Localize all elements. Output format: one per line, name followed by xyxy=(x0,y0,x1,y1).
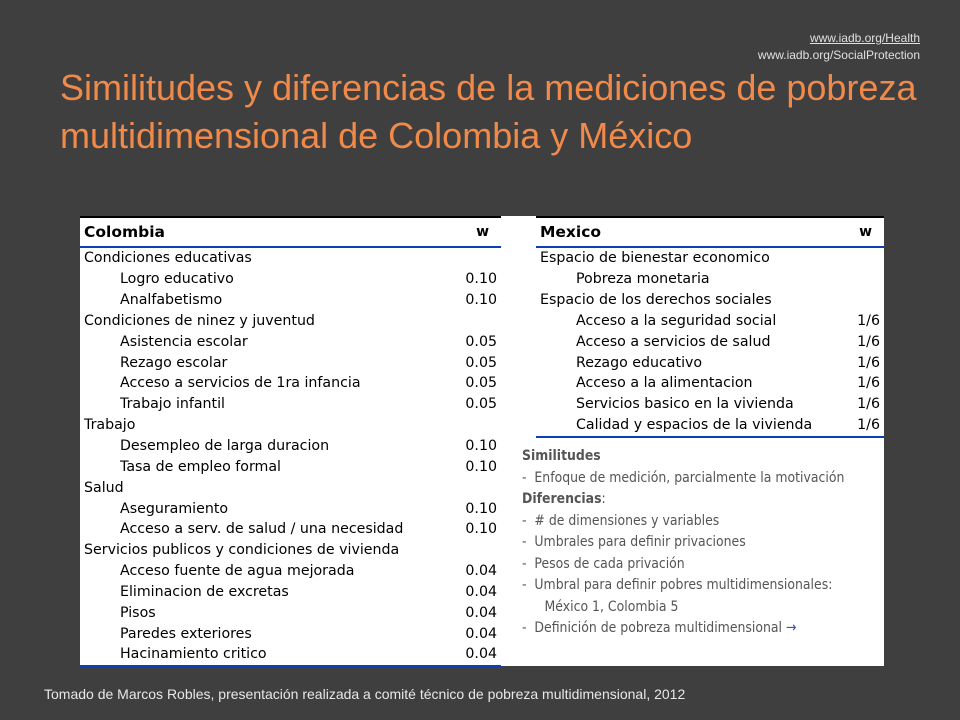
table-row xyxy=(536,415,884,437)
diferencias-colon: : xyxy=(601,491,606,507)
dimension-label: Salud xyxy=(84,479,124,496)
diferencias-heading-line xyxy=(522,489,883,511)
weight-value xyxy=(455,415,501,436)
weight-value: 1/6 xyxy=(857,375,880,392)
indicator-label: Trabajo infantil xyxy=(120,396,225,413)
diferencias-item xyxy=(522,511,883,533)
table-row xyxy=(80,331,501,352)
bullet: - xyxy=(522,620,527,636)
source-footer: Tomado de Marcos Robles, presentación realizada a comité técnico de pobreza multidimensional, 2012 xyxy=(44,686,686,702)
indicator-label: Desempleo de larga duracion xyxy=(120,438,330,455)
indicator-label: Pobreza monetaria xyxy=(576,271,710,288)
similitudes-heading: Similitudes xyxy=(522,448,601,464)
indicator-label: Acceso a serv. de salud / una necesidad xyxy=(120,521,404,538)
weight-value: 0.10 xyxy=(465,292,497,309)
weight-value xyxy=(455,311,501,332)
weight-value xyxy=(849,290,884,311)
indicator-label: Calidad y espacios de la vivienda xyxy=(536,415,849,437)
weight-value xyxy=(455,477,501,498)
indicator-label: Pisos xyxy=(120,604,156,621)
indicator-label: Logro educativo xyxy=(120,271,234,288)
indicator-label: Rezago educativo xyxy=(576,354,703,371)
colombia-header: Colombia xyxy=(80,217,455,247)
table-row xyxy=(80,373,501,394)
mexico-header: Mexico xyxy=(536,217,849,247)
weight-value: 0.04 xyxy=(465,563,497,580)
table-row xyxy=(536,311,884,332)
table-row xyxy=(80,290,501,311)
table-row xyxy=(536,373,884,394)
table-row xyxy=(80,436,501,457)
umbral-continuation xyxy=(522,597,883,619)
diferencias-item-text: Umbrales para definir privaciones xyxy=(534,534,746,550)
weight-value: 1/6 xyxy=(849,415,884,437)
social-protection-link[interactable]: www.iadb.org/SocialProtection xyxy=(757,48,920,62)
dimension-label: Servicios publicos y condiciones de vivienda xyxy=(84,542,400,559)
weight-value: 0.10 xyxy=(465,458,497,475)
table-row xyxy=(536,247,884,269)
table-row xyxy=(80,644,501,666)
indicator-label: Acceso a servicios de 1ra infancia xyxy=(120,375,361,392)
table-row xyxy=(80,415,501,436)
indicator-label: Rezago escolar xyxy=(120,354,228,371)
indicator-label: Paredes exteriores xyxy=(120,625,252,642)
weight-value: 0.10 xyxy=(465,521,497,538)
indicator-label: Aseguramiento xyxy=(120,500,229,517)
weight-value: 0.05 xyxy=(465,375,497,392)
table-row xyxy=(80,311,501,332)
table-row xyxy=(80,561,501,582)
weight-value: 0.05 xyxy=(465,354,497,371)
table-row xyxy=(80,623,501,644)
indicator-label: Acceso fuente de agua mejorada xyxy=(120,563,355,580)
weight-value: 1/6 xyxy=(857,312,880,329)
dimension-label: Trabajo xyxy=(84,417,136,434)
mexico-weight-header: w xyxy=(849,217,884,247)
weight-value: 1/6 xyxy=(857,354,880,371)
mexico-table xyxy=(536,216,884,438)
table-row xyxy=(80,477,501,498)
table-row xyxy=(536,290,884,311)
diferencias-item xyxy=(522,554,883,576)
weight-value: 0.04 xyxy=(465,625,497,642)
header-links xyxy=(758,30,920,64)
weight-value: 1/6 xyxy=(857,333,880,350)
dimension-label: Condiciones educativas xyxy=(84,250,252,267)
table-row xyxy=(80,498,501,519)
umbral-values: México 1, Colombia 5 xyxy=(544,598,679,615)
colombia-table xyxy=(80,216,501,667)
diferencias-item-text: Pesos de cada privación xyxy=(534,555,685,572)
table-row xyxy=(536,394,884,415)
indicator-label: Hacinamiento critico xyxy=(80,644,455,666)
table-row xyxy=(80,602,501,623)
indicator-label: Tasa de empleo formal xyxy=(120,458,281,475)
dimension-label: Espacio de los derechos sociales xyxy=(540,292,772,309)
indicator-label: Eliminacion de excretas xyxy=(120,583,289,600)
dimension-label: Espacio de bienestar economico xyxy=(540,250,770,267)
indicator-label: Acceso a la alimentacion xyxy=(576,375,753,392)
dimension-label: Condiciones de ninez y juventud xyxy=(84,312,315,329)
bullet: - xyxy=(522,577,527,593)
weight-value: 0.05 xyxy=(465,396,497,413)
table-row xyxy=(536,331,884,352)
bullet: - xyxy=(522,555,527,572)
table-row xyxy=(80,247,501,269)
weight-value: 0.04 xyxy=(455,644,501,666)
weight-value xyxy=(849,269,884,290)
colombia-header-row xyxy=(80,217,501,247)
mexico-header-row xyxy=(536,217,884,247)
weight-value xyxy=(455,247,501,269)
diferencias-heading: Diferencias xyxy=(522,491,602,507)
similitudes-item xyxy=(522,468,883,490)
table-row xyxy=(80,582,501,603)
diferencias-item-text: Definición de pobreza multidimensional xyxy=(534,620,783,636)
table-row xyxy=(80,540,501,561)
indicator-label: Acceso a la seguridad social xyxy=(576,312,777,329)
diferencias-item xyxy=(522,532,883,554)
table-row xyxy=(80,456,501,477)
weight-value xyxy=(849,247,884,269)
diferencias-item-text: Umbral para definir pobres multidimensionales: xyxy=(534,577,833,593)
health-link[interactable]: www.iadb.org/Health xyxy=(809,31,920,45)
comparison-notes xyxy=(522,446,883,666)
slide-title: Similitudes y diferencias de la mediciones de pobreza multidimensional de Colombia y México xyxy=(60,67,917,156)
bullet: - xyxy=(522,512,527,529)
indicator-label: Asistencia escolar xyxy=(120,333,248,350)
weight-value: 0.10 xyxy=(465,500,497,517)
weight-value: 1/6 xyxy=(857,396,880,413)
bullet: - xyxy=(522,534,527,550)
diferencias-item-text: # de dimensiones y variables xyxy=(534,512,720,529)
table-row xyxy=(80,519,501,540)
indicator-label: Analfabetismo xyxy=(120,292,223,309)
weight-value: 0.10 xyxy=(465,438,497,455)
table-row xyxy=(80,394,501,415)
weight-value: 0.04 xyxy=(465,604,497,621)
table-row xyxy=(80,269,501,290)
weight-value: 0.05 xyxy=(465,333,497,350)
bullet: - xyxy=(522,469,527,486)
weight-value: 0.10 xyxy=(465,271,497,288)
table-row xyxy=(536,269,884,290)
arrow-right-icon: → xyxy=(785,620,797,636)
diferencias-item xyxy=(522,618,883,640)
colombia-weight-header: w xyxy=(455,217,501,247)
weight-value xyxy=(455,540,501,561)
content-panel xyxy=(80,216,884,666)
weight-value: 0.04 xyxy=(465,583,497,600)
indicator-label: Servicios basico en la vivienda xyxy=(576,396,794,413)
table-row xyxy=(80,352,501,373)
indicator-label: Acceso a servicios de salud xyxy=(576,333,771,350)
diferencias-item xyxy=(522,575,883,597)
similitudes-item-text: Enfoque de medición, parcialmente la motivación xyxy=(534,469,845,486)
table-row xyxy=(536,352,884,373)
